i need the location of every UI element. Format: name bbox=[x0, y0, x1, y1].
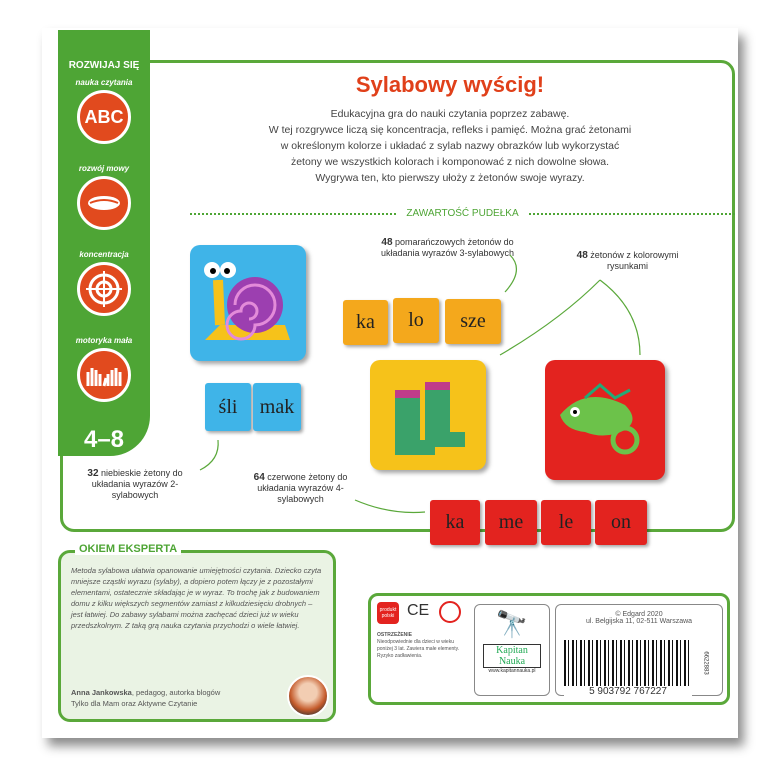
desc-line: w określonym kolorze i układać z sylab nazwy obrazków lub wykorzystać bbox=[280, 140, 620, 152]
author-desc-2: Tylko dla Mam oraz Aktywne Czytanie bbox=[71, 699, 198, 708]
author-name: Anna Jankowska bbox=[71, 688, 132, 697]
author-desc: , pedagog, autorka blogów bbox=[131, 688, 221, 697]
syllable-tile: le bbox=[541, 500, 591, 545]
address: ul. Belgijska 11, 02-511 Warszawa bbox=[585, 618, 693, 625]
badge-label: motoryka mała bbox=[75, 336, 133, 345]
warning-title: OSTRZEŻENIE bbox=[377, 632, 413, 638]
note-text: pomarańczowych żetonów do układania wyrazów 3-sylabowych bbox=[380, 237, 515, 258]
barcode-number: 5 903792 767227 bbox=[564, 686, 692, 698]
syllable-tile: śli bbox=[205, 383, 251, 431]
note-text: żetonów z kolorowymi rysunkami bbox=[590, 250, 679, 271]
expert-box bbox=[58, 543, 336, 722]
no-small-children-icon bbox=[439, 601, 461, 623]
ce-mark: CE bbox=[407, 602, 430, 619]
syllable-tile: ka bbox=[430, 500, 480, 545]
badge-label: koncentracja bbox=[79, 250, 129, 259]
desc-line: Edukacyjna gra do nauki czytania poprzez zabawę. bbox=[330, 108, 570, 120]
expert-author bbox=[71, 687, 220, 709]
warning-text: Nieodpowiednie dla dzieci w wieku poniżej 3 lat. Zawiera małe elementy. Ryzyko zadławienia. bbox=[377, 639, 460, 659]
note-text: niebieskie żetony do układania wyrazów 2-sylabowych bbox=[91, 468, 183, 500]
badge-label: rozwój mowy bbox=[78, 164, 130, 173]
age-range: 4–8 bbox=[83, 426, 125, 453]
polish-product-badge: produkt polski bbox=[377, 602, 399, 624]
note-count: 64 bbox=[253, 472, 265, 483]
warning bbox=[377, 632, 469, 660]
brand-name: Kapitan Nauka bbox=[483, 644, 541, 668]
syllable-tile: sze bbox=[445, 299, 501, 344]
sidebar-heading: ROZWIJAJ SIĘ bbox=[68, 60, 140, 71]
note-count: 48 bbox=[381, 237, 393, 248]
syllable-tile: mak bbox=[253, 383, 301, 431]
expert-heading: OKIEM EKSPERTA bbox=[75, 543, 181, 555]
note-text: czerwone żetony do układania wyrazów 4-sylabowych bbox=[257, 472, 348, 504]
badge-label: nauka czytania bbox=[75, 78, 133, 87]
captain-icon: 🔭 bbox=[495, 609, 529, 639]
desc-line: W tej rozgrywce liczą się koncentracja, refleks i pamięć. Można grać żetonami bbox=[268, 124, 632, 136]
product-code: 6622883 bbox=[702, 651, 709, 675]
note-count: 32 bbox=[87, 468, 99, 479]
note-count: 48 bbox=[576, 250, 588, 261]
barcode bbox=[564, 640, 692, 686]
avatar bbox=[287, 675, 329, 717]
syllable-tile: on bbox=[595, 500, 647, 545]
copyright: © Edgard 2020 bbox=[615, 611, 663, 618]
syllable-tile: lo bbox=[393, 298, 439, 343]
syllable-tile: me bbox=[485, 500, 537, 545]
contents-heading-text: ZAWARTOŚĆ PUDEŁKA bbox=[406, 208, 519, 219]
age-unit: LAT bbox=[93, 454, 115, 468]
brand-website: www.kapitannauka.pl bbox=[488, 668, 536, 674]
desc-line: żetony we wszystkich kolorach i komponować z nich dowolne słowa. bbox=[290, 156, 610, 168]
expert-text: Metoda sylabowa ułatwia opanowanie umiejętności czytania. Dziecko czyta mniejsze cząstki wyrazu (sylaby), a dopiero potem łączy je z pozostałymi elementami, ostatecznie składając je w wyraz. To trochę jak z budowaniem domu z kilku większych segmentów zamiast z kilkudziesięciu drobnych – jest łatwiej. Do zabawy sylabami można zachęcać dzieci już w wieku przedszkolnym. Z taką grą nauka czytania przychodzi o wiele łatwiej. bbox=[71, 566, 322, 630]
brand-logo bbox=[474, 604, 550, 696]
syllable-tile: ka bbox=[343, 300, 388, 345]
desc-line: Wygrywa ten, kto pierwszy ułoży z żetonów swoje wyrazy. bbox=[315, 172, 585, 184]
abc-icon: ABC bbox=[77, 90, 131, 144]
page-title: Sylabowy wyścig! bbox=[355, 72, 545, 97]
